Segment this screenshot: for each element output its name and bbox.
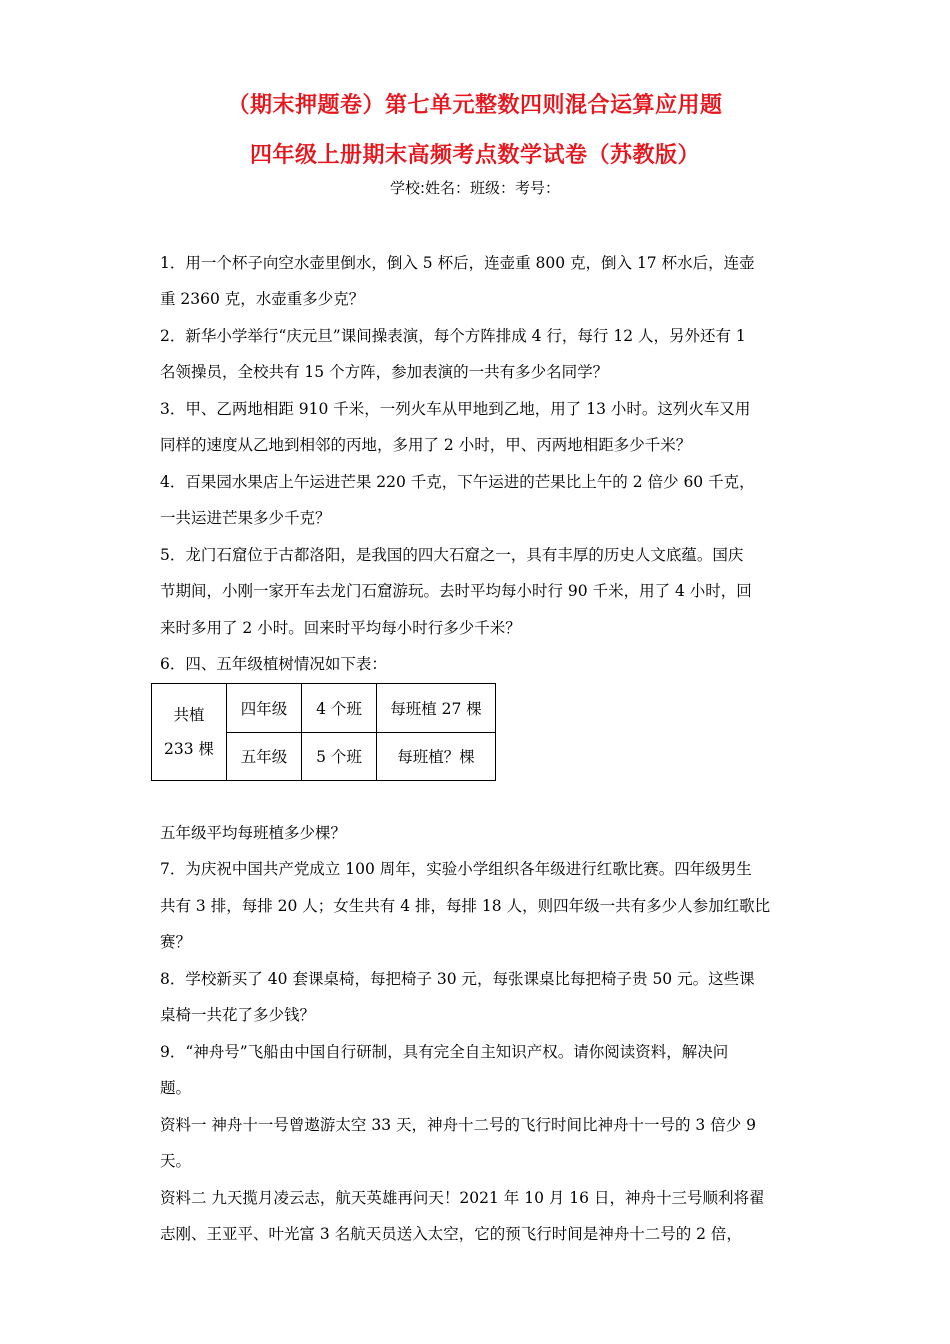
question-9-line-4: 天。 [160,1152,192,1170]
question-2-line-1: 2．新华小学举行“庆元旦”课间操表演，每个方阵排成 4 行，每行 12 人，另外还有 1 [160,327,746,345]
question-7-line-3: 赛？ [160,933,192,951]
student-info-line [0,177,950,198]
question-1-line-2: 重 2360 克，水壶重多少克？ [160,290,365,308]
question-7-line-2: 共有 3 排，每排 20 人；女生共有 4 排，每排 18 人，则四年级一共有多少人参加红歌比 [160,897,771,915]
table-cell: 4 个班 [302,684,377,733]
question-9-line-3: 资料一 神舟十一号曾遨游太空 33 天，神舟十二号的飞行时间比神舟十一号的 3 倍少 9 [160,1116,757,1134]
question-9-line-5: 资料二 九天揽月凌云志，航天英雄再问天！2021 年 10 月 16 日，神舟十三号顺利将翟 [160,1189,765,1207]
table-cell: 四年级 [227,684,302,733]
question-3-line-2: 同样的速度从乙地到相邻的丙地，多用了 2 小时，甲、丙两地相距多少千米？ [160,436,692,454]
table-total-label: 共植 [173,706,205,724]
table-cell: 每班植 27 棵 [377,684,496,733]
question-8-line-2: 桌椅一共花了多少钱？ [160,1006,316,1024]
table-total-cell [152,684,227,781]
number-label: 考号： [515,179,561,197]
table-cell: 每班植？棵 [377,732,496,781]
title-line-1: （期末押题卷）第七单元整数四则混合运算应用题 [227,93,723,118]
question-5-line-3: 来时多用了 2 小时。回来时平均每小时行多少千米？ [160,619,521,637]
question-6-followup: 五年级平均每班植多少棵？ [160,824,347,842]
question-9-line-6: 志刚、王亚平、叶光富 3 名航天员送入太空，它的预飞行时间是神舟十二号的 2 倍， [160,1225,742,1243]
question-8-line-1: 8．学校新买了 40 套课桌椅，每把椅子 30 元，每张课桌比每把椅子贵 50 元。这些课 [160,970,755,988]
title-line-2: 四年级上册期末高频考点数学试卷（苏教版） [249,143,700,168]
question-9-line-1: 9．“神舟号”飞船由中国自行研制，具有完全自主知识产权。请你阅读资料，解决问 [160,1043,729,1061]
question-7-line-1: 7．为庆祝中国共产党成立 100 周年，实验小学组织各年级进行红歌比赛。四年级男生 [160,860,752,878]
question-4-line-2: 一共运进芒果多少千克？ [160,509,331,527]
school-label: 学校: [389,179,425,197]
question-2-line-2: 名领操员，全校共有 15 个方阵，参加表演的一共有多少名同学？ [160,363,609,381]
question-6-line-1: 6．四、五年级植树情况如下表： [160,655,387,673]
table-total-value: 233 棵 [163,740,214,758]
question-4-line-1: 4．百果园水果店上午运进芒果 220 千克，下午运进的芒果比上午的 2 倍少 60 千克， [160,473,755,491]
class-label: 班级： [470,179,516,197]
table-cell: 5 个班 [302,732,377,781]
question-1-line-1: 1．用一个杯子向空水壶里倒水，倒入 5 杯后，连壶重 800 克，倒入 17 杯水后，连壶 [160,254,755,272]
question-3-line-1: 3．甲、乙两地相距 910 千米，一列火车从甲地到乙地，用了 13 小时。这列火车又用 [160,400,751,418]
question-9-line-2: 题。 [160,1079,192,1097]
table-cell: 五年级 [227,732,302,781]
question-5-line-1: 5．龙门石窟位于古都洛阳，是我国的四大石窟之一，具有丰厚的历史人文底蕴。国庆 [160,546,744,564]
name-label: 姓名： [425,179,471,197]
question-5-line-2: 节期间，小刚一家开车去龙门石窟游玩。去时平均每小时行 90 千米，用了 4 小时，回 [160,582,752,600]
planting-table [151,683,496,781]
